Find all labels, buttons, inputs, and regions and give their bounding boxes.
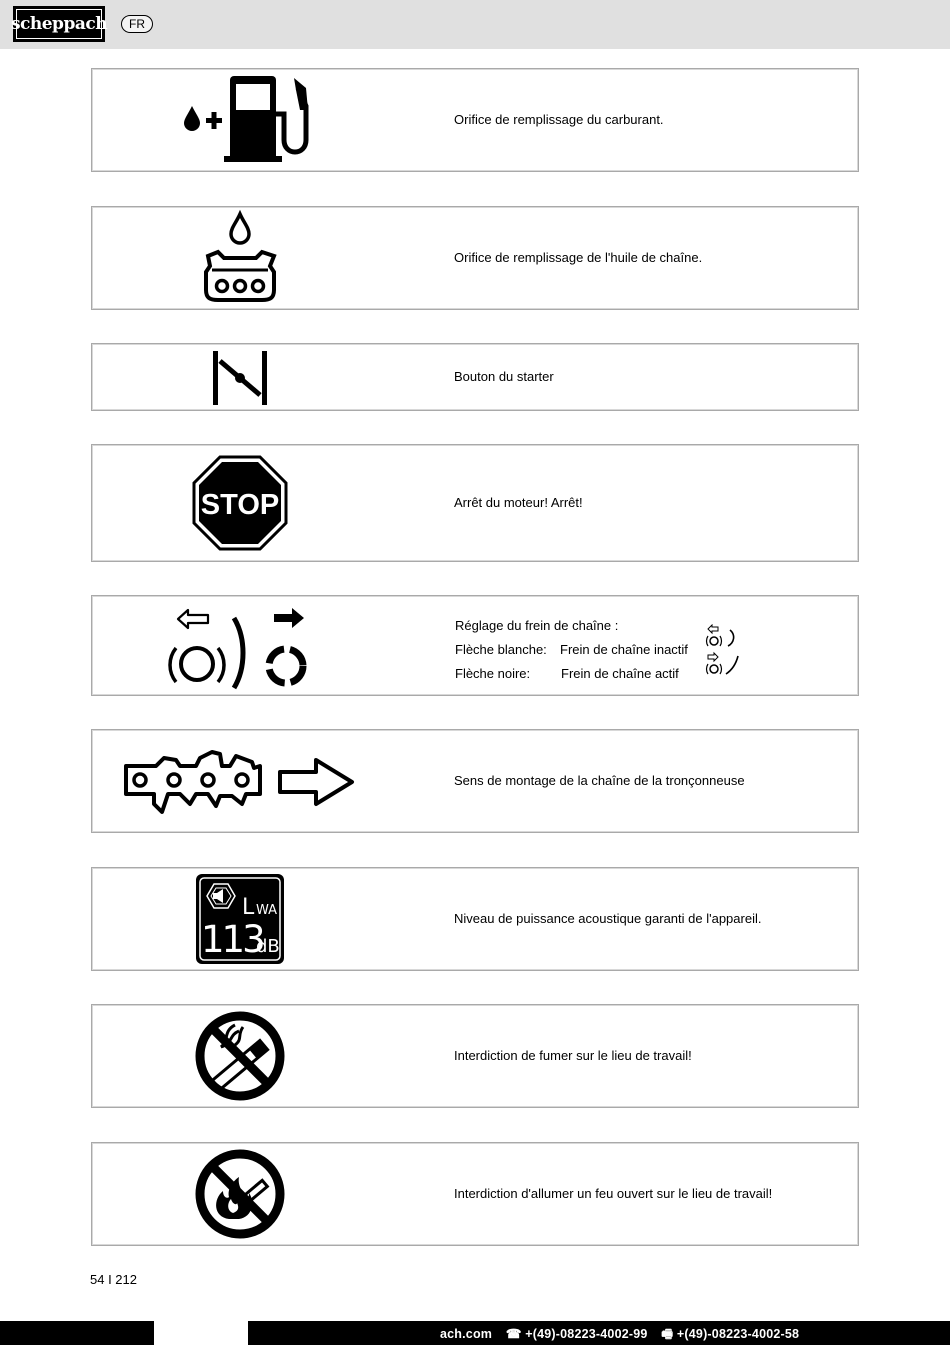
- white-arrow-label: Flèche blanche:: [455, 642, 547, 657]
- symbol-row-choke: [91, 343, 859, 411]
- logo-text: scheppach: [16, 9, 102, 39]
- sound-power-description: Niveau de puissance acoustique garanti de l'appareil.: [454, 911, 762, 926]
- footer-fax: 🖷 +(49)-08223-4002-58: [661, 1327, 800, 1341]
- page-header: [0, 0, 950, 49]
- chain-brake-description: [455, 614, 688, 686]
- brake-active-mini-icon: [707, 653, 739, 674]
- page-footer: [0, 1321, 950, 1345]
- no-open-flame-description: Interdiction d'allumer un feu ouvert sur le lieu de travail!: [454, 1186, 773, 1201]
- symbol-row-chain-brake: [91, 595, 859, 696]
- stop-label: STOP: [200, 489, 279, 521]
- chain-brake-icon: [162, 596, 322, 695]
- stop-sign-icon: [162, 445, 317, 561]
- symbol-row-fuel: [91, 68, 859, 172]
- black-arrow-label: Flèche noire:: [455, 666, 531, 681]
- sound-power-icon: [162, 868, 317, 970]
- black-arrow-value: Frein de chaîne actif: [561, 666, 679, 681]
- db-unit: dB: [255, 936, 280, 957]
- no-open-flame-icon: [162, 1143, 317, 1245]
- chain-oil-description: Orifice de remplissage de l'huile de chaîne.: [454, 250, 703, 265]
- symbol-row-chain-oil: [91, 206, 859, 310]
- symbol-row-stop: [91, 444, 859, 562]
- chain-direction-icon: [120, 730, 360, 832]
- black-arrow-line: [455, 662, 688, 686]
- symbol-row-sound-power: [91, 867, 859, 971]
- no-smoking-description: Interdiction de fumer sur le lieu de travail!: [454, 1048, 692, 1063]
- fuel-description: Orifice de remplissage du carburant.: [454, 112, 664, 127]
- language-badge: FR: [121, 15, 153, 33]
- footer-contact: [440, 1325, 809, 1346]
- db-value: 113: [200, 918, 263, 961]
- symbol-row-chain-direction: [91, 729, 859, 833]
- brake-inactive-mini-icon: [707, 625, 734, 646]
- stop-description: Arrêt du moteur! Arrêt!: [454, 495, 583, 510]
- brake-mini-icons: [704, 624, 744, 685]
- page-number: 54 I 212: [90, 1272, 137, 1287]
- white-arrow-value: Frein de chaîne inactif: [560, 642, 688, 657]
- symbol-row-no-open-flame: [91, 1142, 859, 1246]
- no-smoking-icon: [162, 1005, 317, 1107]
- fuel-pump-icon: [162, 69, 317, 171]
- white-arrow-line: [455, 638, 688, 662]
- choke-icon: [162, 344, 317, 410]
- symbol-row-no-smoking: [91, 1004, 859, 1108]
- lwa-subscript: WA: [255, 903, 277, 918]
- footer-phone: ☎ +(49)-08223-4002-99: [505, 1327, 648, 1341]
- scheppach-logo: [10, 6, 108, 42]
- lwa-label: L: [241, 895, 254, 920]
- choke-description: Bouton du starter: [454, 369, 554, 384]
- footer-gap: [154, 1321, 248, 1345]
- chain-oil-icon: [162, 207, 317, 309]
- chain-brake-title: Réglage du frein de chaîne :: [455, 618, 619, 633]
- footer-website[interactable]: ach.com: [440, 1327, 493, 1341]
- chain-direction-description: Sens de montage de la chaîne de la tronçonneuse: [454, 773, 745, 788]
